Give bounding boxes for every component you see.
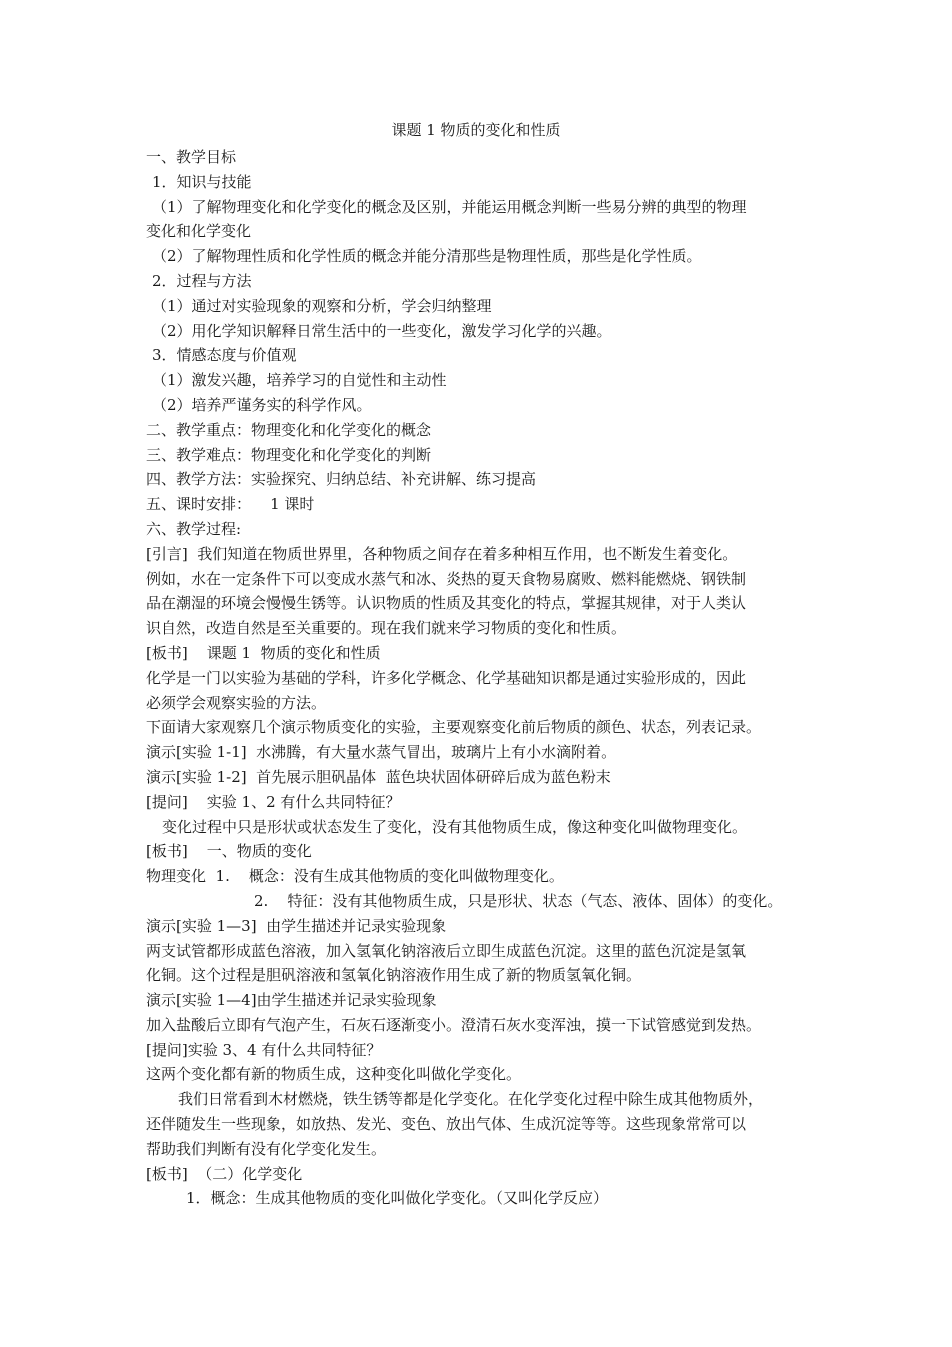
text-line: 二、教学重点：物理变化和化学变化的概念 — [146, 420, 432, 439]
text-line: 下面请大家观察几个演示物质变化的实验，主要观察变化前后物质的颜色、状态，列表记录。 — [146, 718, 762, 737]
text-line: 变化和化学变化 — [146, 222, 252, 241]
text-line: 变化过程中只是形状或状态发生了变化，没有其他物质生成，像这种变化叫做物理变化。 — [162, 817, 748, 836]
text-line: [板书] 一、物质的变化 — [146, 842, 312, 861]
text-line: 四、教学方法：实验探究、归纳总结、补充讲解、练习提高 — [146, 470, 537, 489]
text-line: 化铜。这个过程是胆矾溶液和氢氧化钠溶液作用生成了新的物质氢氧化铜。 — [146, 966, 642, 985]
text-line: 3．情感态度与价值观 — [152, 346, 297, 365]
text-line: 品在潮湿的环境会慢慢生锈等。认识物质的性质及其变化的特点，掌握其规律，对于人类认 — [146, 594, 747, 613]
text-line: 演示[实验 1-2] 首先展示胆矾晶体 蓝色块状固体研碎后成为蓝色粉末 — [146, 767, 611, 786]
text-line: 1．概念：生成其他物质的变化叫做化学变化。（又叫化学反应） — [186, 1189, 609, 1208]
text-line: 1．知识与技能 — [152, 172, 252, 191]
text-line: 一、教学目标 — [146, 148, 237, 166]
document-title: 课题 1 物质的变化和性质 — [391, 121, 561, 139]
text-line: （1）了解物理变化和化学变化的概念及区别，并能运用概念判断一些易分辨的典型的物理 — [152, 197, 747, 216]
text-line: 必须学会观察实验的方法。 — [146, 693, 327, 712]
text-line: 物理变化 1. 概念：没有生成其他物质的变化叫做物理变化。 — [146, 867, 564, 886]
text-line: [板书] 课题 1 物质的变化和性质 — [146, 643, 381, 662]
text-line: （2）用化学知识解释日常生活中的一些变化，激发学习化学的兴趣。 — [152, 321, 612, 340]
text-line: 例如，水在一定条件下可以变成水蒸气和冰、炎热的夏天食物易腐败、燃料能燃烧、钢铁制 — [146, 569, 747, 588]
text-line: 加入盐酸后立即有气泡产生，石灰石逐渐变小。澄清石灰水变浑浊，摸一下试管感觉到发热。 — [146, 1015, 762, 1034]
text-line: 三、教学难点：物理变化和化学变化的判断 — [146, 445, 432, 464]
document-body — [146, 145, 812, 1211]
text-line: [提问] 实验 1、2 有什么共同特征？ — [146, 792, 401, 811]
text-line: 2．过程与方法 — [152, 271, 252, 290]
text-line: （2）培养严谨务实的科学作风。 — [152, 395, 372, 414]
text-line: 识自然，改造自然是至关重要的。现在我们就来学习物质的变化和性质。 — [146, 619, 627, 638]
text-line: 这两个变化都有新的物质生成，这种变化叫做化学变化。 — [146, 1065, 522, 1084]
text-line: 演示[实验 1-1] 水沸腾，有大量水蒸气冒出，玻璃片上有小水滴附着。 — [146, 743, 617, 762]
text-line: 五、课时安排： 1 课时 — [146, 495, 315, 514]
text-line: 还伴随发生一些现象，如放热、发光、变色、放出气体、生成沉淀等等。这些现象常常可以 — [146, 1115, 747, 1134]
text-line: 演示[实验 1—3] 由学生描述并记录实验现象 — [146, 916, 447, 935]
text-line: （2）了解物理性质和化学性质的概念并能分清那些是物理性质，那些是化学性质。 — [152, 247, 702, 266]
text-line: 化学是一门以实验为基础的学科，许多化学概念、化学基础知识都是通过实验形成的，因此 — [146, 668, 747, 687]
text-line: 我们日常看到木材燃烧，铁生锈等都是化学变化。在化学变化过程中除生成其他物质外， — [178, 1090, 764, 1109]
text-line: 两支试管都形成蓝色溶液，加入氢氧化钠溶液后立即生成蓝色沉淀。这里的蓝色沉淀是氢氧 — [146, 941, 747, 960]
text-line: [引言] 我们知道在物质世界里，各种物质之间存在着多种相互作用，也不断发生着变化。 — [146, 544, 738, 563]
text-line: 2. 特征：没有其他物质生成，只是形状、状态（气态、液体、固体）的变化。 — [254, 891, 783, 910]
text-line: 演示[实验 1—4]由学生描述并记录实验现象 — [146, 991, 437, 1010]
text-line: （1）激发兴趣，培养学习的自觉性和主动性 — [152, 371, 447, 390]
text-line: （1）通过对实验现象的观察和分析，学会归纳整理 — [152, 296, 492, 315]
text-line: 帮助我们判断有没有化学变化发生。 — [146, 1139, 387, 1158]
text-line: 六、教学过程: — [146, 519, 242, 538]
text-line: [提问]实验 3、4 有什么共同特征？ — [146, 1040, 382, 1059]
text-line: [板书] （二）化学变化 — [146, 1164, 303, 1183]
